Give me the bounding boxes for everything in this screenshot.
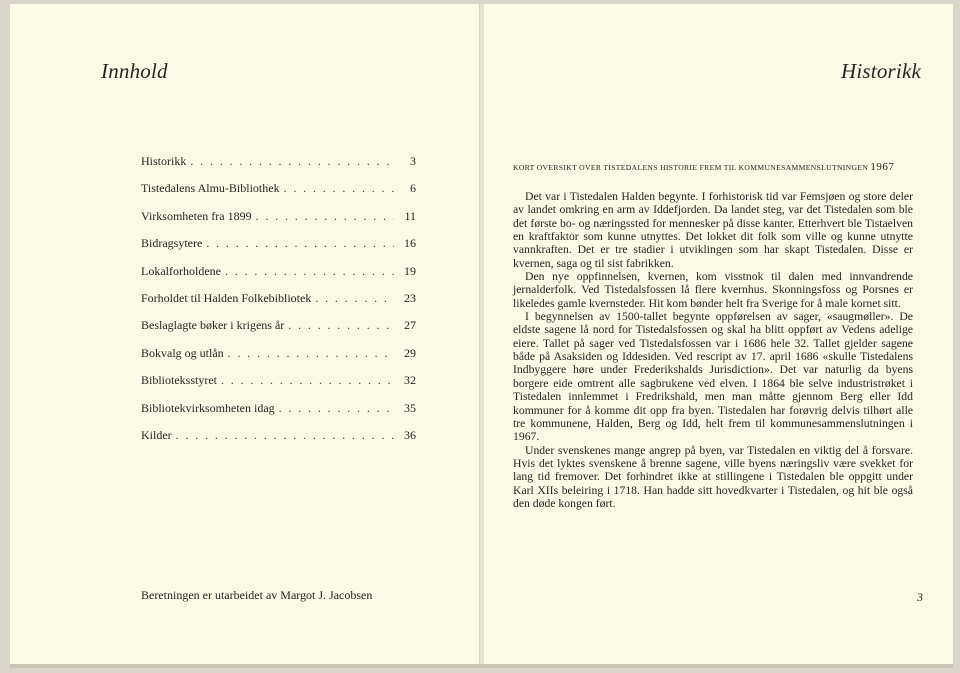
toc-dot-leader <box>315 291 394 306</box>
toc-entry-title: Bokvalg og utlån <box>141 345 224 360</box>
toc-dot-leader <box>176 428 394 443</box>
right-page <box>483 4 953 666</box>
toc-dot-leader <box>256 209 394 224</box>
body-paragraph: Det var i Tistedalen Halden begynte. I forhistorisk tid var Femsjøen og store deler av landet omkring en arm av Iddefjorden. Da landet steg, var det Tistedalen som ble det første bo- og næringssted for mennesker på disse kanter. Etterhvert ble Tistaelven en kraftfaktor som kunne utnyttes. Det lokket dit folk som ville og kunne utnytte vannkraften. Det er tre stadier i utviklingen som har skapt Tistedalen. Disse er kvernen, saga og til sist fabrikken. <box>513 190 913 270</box>
toc-dot-leader <box>288 318 394 333</box>
toc-entry <box>141 346 416 373</box>
section-heading-year: 1967 <box>870 161 895 173</box>
section-heading-text: KORT OVERSIKT OVER TISTEDALENS HISTORIE FREM TIL KOMMUNESAMMENSLUTNINGEN <box>513 163 869 172</box>
left-page <box>10 4 480 666</box>
body-text <box>513 190 913 510</box>
toc-entry <box>141 373 416 400</box>
toc-entry <box>141 181 416 208</box>
toc-entry-title: Kilder <box>141 427 172 442</box>
toc-entry-page: 32 <box>404 373 416 388</box>
toc-dot-leader <box>190 154 394 169</box>
toc-entry <box>141 236 416 263</box>
toc-dot-leader <box>279 401 394 416</box>
toc-entry-title: Bidragsytere <box>141 236 203 251</box>
left-running-head: Innhold <box>101 59 168 83</box>
toc-entry-title: Bibliotekvirksomheten idag <box>141 400 275 415</box>
toc-entry-page: 35 <box>404 400 416 415</box>
toc-entry-page: 23 <box>404 290 416 305</box>
toc-entry-page: 27 <box>404 318 416 333</box>
toc-entry-page: 3 <box>410 154 416 168</box>
toc-entry <box>141 318 416 345</box>
toc-dot-leader <box>225 264 394 279</box>
toc-entry-page: 36 <box>404 427 416 442</box>
toc-dot-leader <box>221 373 394 388</box>
body-paragraph: I begynnelsen av 1500-tallet begynte oppførelsen av sager, «saugmøller». De eldste sagene lå nord for Tistedalsfossen og skal ha blitt oppført av Vedens adelige eiere. Tallet på sager ved Tistedalsfossen var i 1686 hele 32. Tallet gjelder sagene både på Asaksiden og Iddesiden. Ved rescript av 17. april 1686 «skulle Tistedalens Indbyggere høre under Frederikshalds Jurisdiction». Det var naturlig da byens borgere eide omtrent alle sagbrukene ved elven. I 1864 ble selve industristrøket i Tistedalen innlemmet i Fredrikshald, men man måtte gjennom Berg eller Idd kommuner for å komme dit opp fra byen. Tistedalen har forøvrig delvis tilhørt alle tre kommunene, Halden, Berg og Idd, helt frem til kommunesammenslutningen i 1967. <box>513 310 913 444</box>
toc-dot-leader <box>228 346 394 361</box>
toc-entry <box>141 291 416 318</box>
section-heading <box>513 160 898 175</box>
toc-entry-title: Virksomheten fra 1899 <box>141 208 252 223</box>
toc-entry-title: Tistedalens Almu-Bibliothek <box>141 181 280 196</box>
right-running-head: Historikk <box>841 59 921 83</box>
toc-entry-page: 11 <box>404 208 416 223</box>
page-number: 3 <box>917 590 923 604</box>
toc-entry-page: 6 <box>410 181 416 196</box>
toc-entry <box>141 428 416 455</box>
toc-dot-leader <box>284 181 394 196</box>
page-edge <box>10 664 953 668</box>
toc-entry-title: Historikk <box>141 154 187 168</box>
toc-entry-title: Beslaglagte bøker i krigens år <box>141 318 285 333</box>
toc-entry-page: 19 <box>404 263 416 278</box>
body-paragraph: Den nye oppfinnelsen, kvernen, kom visstnok til dalen med innvandrende jernalderfolk. Ved Tistedalsfossen lå flere kvernhus. Skonningsfoss og Porsnes er likeledes gamle kvernsteder. Hit kom bønder helt fra Sverige for å male kornet sitt. <box>513 270 913 310</box>
toc-entry-title: Forholdet til Halden Folkebibliotek <box>141 290 312 305</box>
toc-entry-page: 16 <box>404 236 416 251</box>
toc-dot-leader <box>206 236 394 251</box>
toc-entry <box>141 209 416 236</box>
author-credit: Beretningen er utarbeidet av Margot J. Jacobsen <box>141 588 373 602</box>
toc-entry <box>141 154 416 181</box>
body-paragraph: Under svenskenes mange angrep på byen, var Tistedalen en viktig del å forsvare. Hvis det lyktes svenskene å brenne sagene, ville byens næringsliv være svekket for lang tid fremover. Det forhindret ikke at stillingene i Tistedalen ble oppgitt under Karl XIIs beleiring i 1718. Han hadde sitt hovedkvarter i Tistedalen, og hit ble også den døde kongen ført. <box>513 443 913 510</box>
table-of-contents <box>141 154 416 455</box>
toc-entry <box>141 401 416 428</box>
toc-entry-title: Biblioteksstyret <box>141 373 217 388</box>
toc-entry <box>141 264 416 291</box>
toc-entry-page: 29 <box>404 345 416 360</box>
toc-entry-title: Lokalforholdene <box>141 263 221 278</box>
